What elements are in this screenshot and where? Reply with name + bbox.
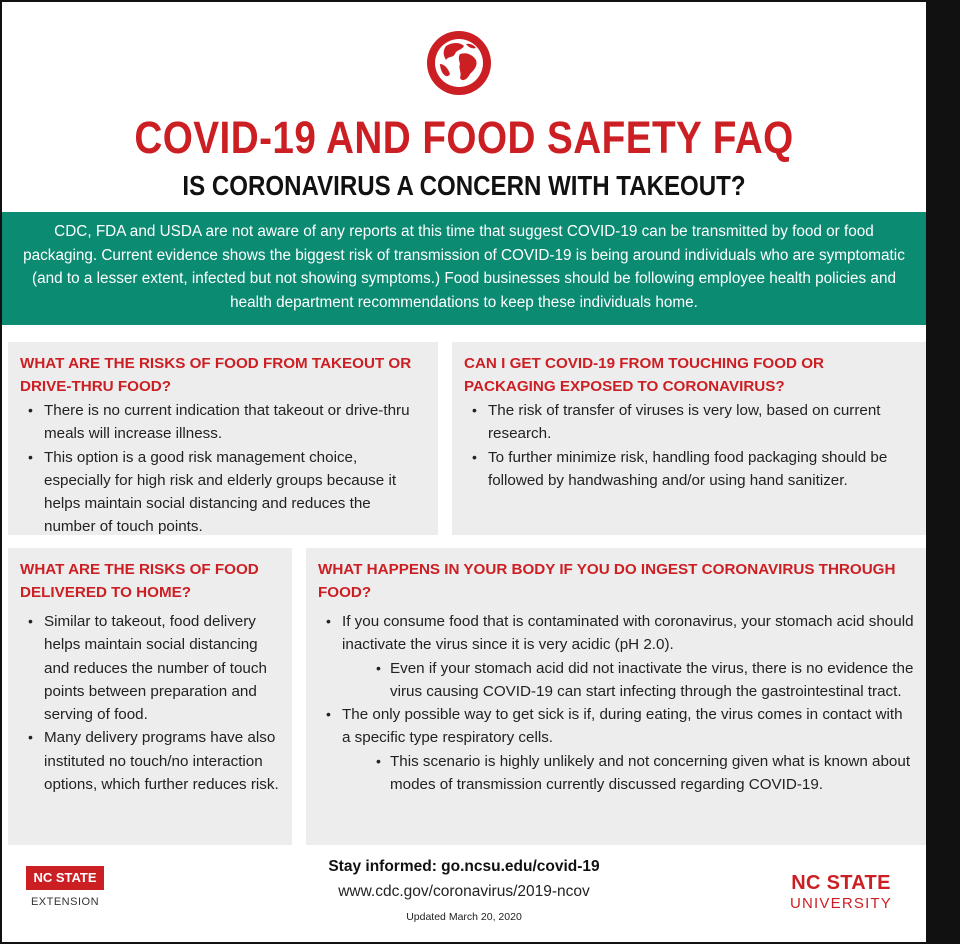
panel-heading-line: WHAT HAPPENS IN YOUR BODY IF YOU DO INGEST CORONAVIRUS THROUGH — [318, 561, 896, 578]
globe-icon — [426, 30, 492, 96]
intro-text: CDC, FDA and USDA are not aware of any reports at this time that suggest COVID-19 can be transmitted by food or food packaging. Current evidence shows the biggest risk of transmission of COVID-19 is being around individuals who are symptomatic (and to a lesser extent, infected but not showing symptoms.) Food businesses should be following employee health policies and health department recommendations to keep these individuals home. — [23, 223, 905, 311]
panel-heading — [318, 558, 914, 604]
panel-list — [20, 399, 426, 539]
list-item: • This option is a good risk management choice, especially for high risk and elderly groups because it helps maintain social distancing and reduces the number of touch points. — [20, 446, 426, 539]
faq-panel-delivery — [8, 548, 292, 845]
panel-heading — [464, 352, 914, 398]
background-strip — [926, 0, 960, 944]
list-item: • Many delivery programs have also instituted no touch/no interaction options, which further reduces risk. — [20, 726, 280, 796]
nc-state-extension-logo: NC STATE — [26, 866, 104, 890]
faq-sheet — [2, 2, 926, 942]
panel-heading — [20, 352, 426, 398]
panel-heading-line: DELIVERED TO HOME? — [20, 584, 192, 601]
panel-heading-line: WHAT ARE THE RISKS OF FOOD — [20, 561, 259, 578]
list-item: • The risk of transfer of viruses is very low, based on current research. — [464, 399, 914, 446]
list-item: • There is no current indication that takeout or drive-thru meals will increase illness. — [20, 399, 426, 446]
panel-heading-line: PACKAGING EXPOSED TO CORONAVIRUS? — [464, 378, 785, 395]
panel-heading-line: DRIVE-THRU FOOD? — [20, 378, 172, 395]
list-item: • This scenario is highly unlikely and not concerning given what is known about modes of transmission currently discussed regarding COVID-19. — [318, 750, 914, 797]
updated-date: Updated March 20, 2020 — [406, 911, 522, 923]
faq-panel-ingest — [306, 548, 926, 845]
extension-label: EXTENSION — [30, 896, 100, 908]
faq-panel-touching — [452, 342, 926, 535]
university-label: UNIVERSITY — [789, 895, 892, 912]
panel-list — [464, 399, 914, 492]
panel-list — [20, 610, 280, 796]
list-item: • To further minimize risk, handling food packaging should be followed by handwashing and/or using hand sanitizer. — [464, 446, 914, 493]
panel-list — [318, 610, 914, 796]
list-item: • The only possible way to get sick is if, during eating, the virus comes in contact with a specific type respiratory cells. — [318, 703, 914, 750]
panel-heading-line: WHAT ARE THE RISKS OF FOOD FROM TAKEOUT OR — [20, 355, 412, 372]
list-item: • Even if your stomach acid did not inactivate the virus, there is no evidence the virus causing COVID-19 can start infecting through the gastrointestinal tract. — [318, 657, 914, 704]
panel-heading — [20, 558, 280, 604]
cdc-link[interactable]: www.cdc.gov/coronavirus/2019-ncov — [338, 883, 590, 900]
intro-banner — [2, 212, 926, 325]
panel-heading-line: FOOD? — [318, 584, 372, 601]
page-title: COVID-19 AND FOOD SAFETY FAQ — [134, 112, 794, 163]
stay-informed-link[interactable]: Stay informed: go.ncsu.edu/covid-19 — [328, 858, 600, 875]
list-item: • Similar to takeout, food delivery helps maintain social distancing and reduces the number of touch points between preparation and serving of food. — [20, 610, 280, 726]
nc-state-university-logo: NC STATE — [791, 872, 891, 894]
panel-heading-line: CAN I GET COVID-19 FROM TOUCHING FOOD OR — [464, 355, 825, 372]
page-subtitle: IS CORONAVIRUS A CONCERN WITH TAKEOUT? — [182, 170, 746, 201]
list-item: • If you consume food that is contaminated with coronavirus, your stomach acid should inactivate the virus since it is very acidic (pH 2.0). — [318, 610, 914, 657]
faq-panel-takeout — [8, 342, 438, 535]
